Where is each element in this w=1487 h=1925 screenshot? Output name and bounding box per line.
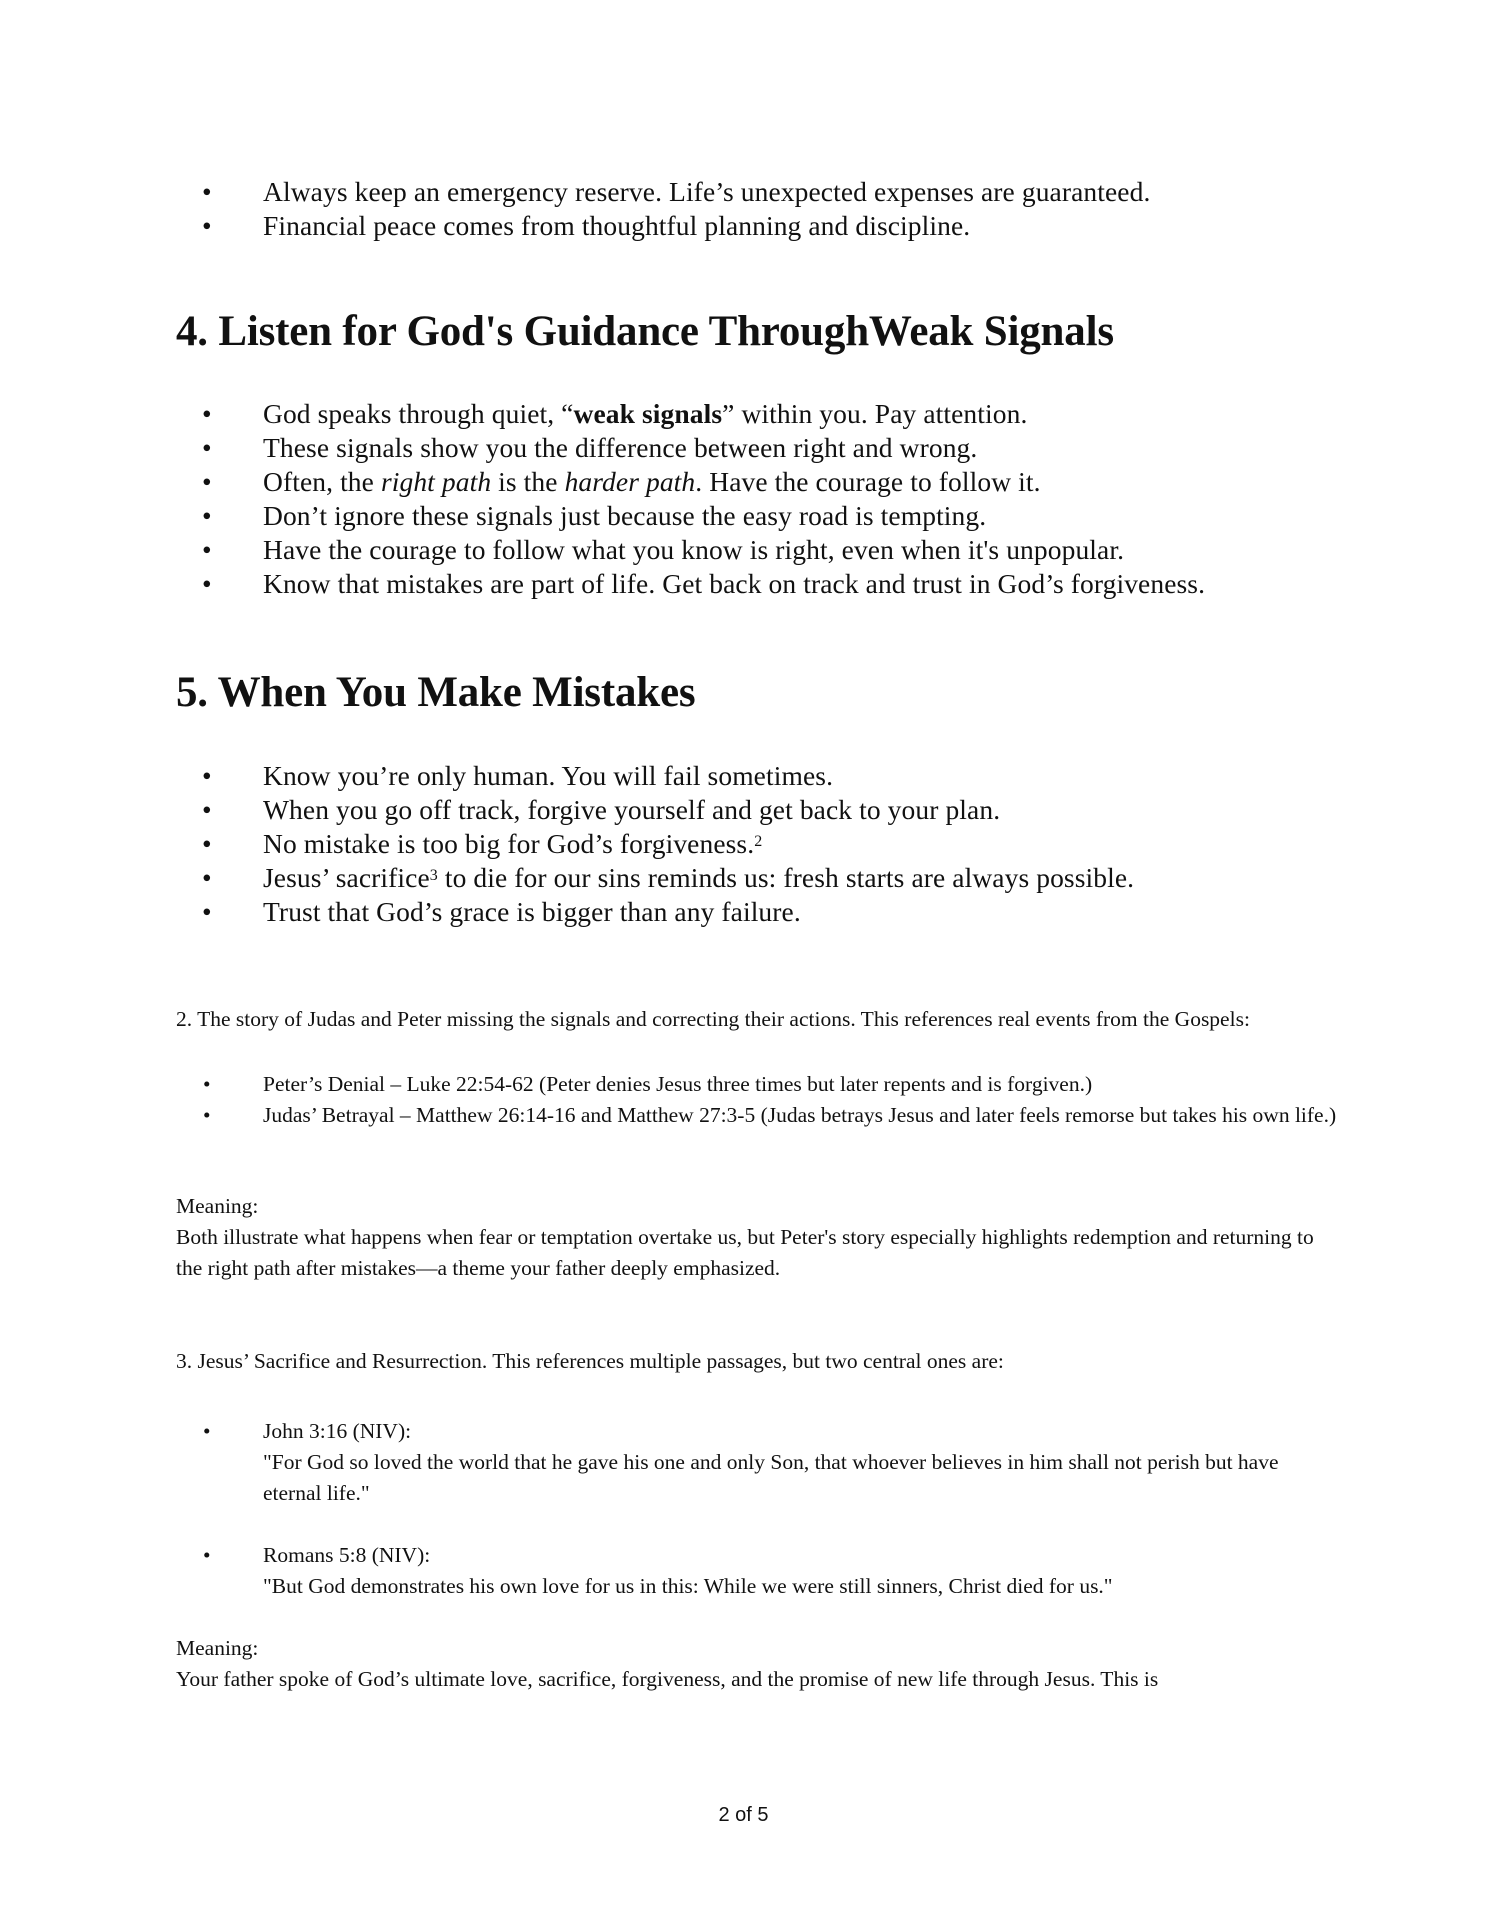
footnote-3-intro: 3. Jesus’ Sacrifice and Resurrection. This references multiple passages, but two central ones are:: [176, 1349, 1004, 1373]
bullet: •: [203, 1103, 211, 1127]
section-heading: 4. Listen for God's Guidance ThroughWeak Signals: [176, 308, 1114, 355]
bullet: •: [203, 1072, 211, 1096]
bullet: •: [202, 176, 212, 207]
emphasis-italic: right path: [380, 466, 492, 497]
section5-list: [176, 759, 1337, 929]
footnote-3-meaning-label: Meaning:: [176, 1636, 259, 1660]
footnote-2-list: [176, 1069, 1337, 1131]
bullet: •: [202, 210, 212, 241]
emphasis-italic: harder path: [564, 466, 696, 497]
footnote-2-intro: 2. The story of Judas and Peter missing the signals and correcting their actions. This references real events from the Gospels:: [176, 1007, 1250, 1031]
footnote-2-meaning-label: Meaning:: [176, 1194, 259, 1218]
scripture-quote: "For God so loved the world that he gave his one and only Son, that whoever believes in him shall not perish but have eternal life.": [263, 1450, 1279, 1505]
bullet: •: [202, 828, 212, 859]
list-item: • No mistake is too big for God’s forgiveness.$^2$: [202, 828, 763, 859]
bullet: •: [202, 568, 212, 599]
list-item: • Trust that God’s grace is bigger than any failure.: [202, 896, 801, 927]
bullet: •: [202, 500, 212, 531]
list-item: • Peter’s Denial – Luke 22:54-62 (Peter denies Jesus three times but later repents and is forgiven.): [176, 1069, 1337, 1100]
list-item: • Don’t ignore these signals just because the easy road is tempting.: [202, 500, 987, 531]
footnote-2-meaning-text: Both illustrate what happens when fear or temptation overtake us, but Peter's story especially highlights redemption and returning to the right path after mistakes—a theme your father deeply emphasized.: [176, 1225, 1314, 1280]
emphasis-bold: weak signals: [573, 398, 723, 429]
bullet: •: [202, 760, 212, 791]
list-item: [176, 1540, 1337, 1602]
bullet: •: [203, 1419, 211, 1443]
list-item: • Know you’re only human. You will fail sometimes.: [202, 760, 834, 791]
list-item: [176, 1416, 1337, 1509]
list-item: • When you go off track, forgive yourself and get back to your plan.: [202, 794, 1001, 825]
bullet: •: [202, 862, 212, 893]
list-item: • Always keep an emergency reserve. Life’s unexpected expenses are guaranteed.: [202, 176, 1151, 207]
section4-list: [176, 397, 1337, 601]
bullet: •: [203, 1543, 211, 1567]
bullet: •: [202, 794, 212, 825]
list-item: • Financial peace comes from thoughtful planning and discipline.: [202, 210, 971, 241]
scripture-reference: Romans 5:8 (NIV):: [263, 1543, 431, 1567]
scripture-quote: "But God demonstrates his own love for us in this: While we were still sinners, Christ died for us.": [263, 1574, 1113, 1598]
list-item: • Jesus’ sacrifice$^3$ to die for our sins reminds us: fresh starts are always possible.: [202, 862, 1135, 893]
bullet: •: [202, 398, 212, 429]
section3-tail-list: [176, 175, 1337, 243]
bullet: •: [202, 534, 212, 565]
page-number: 2 of 5: [718, 1804, 769, 1826]
section-heading: 5. When You Make Mistakes: [176, 669, 696, 716]
bullet: •: [202, 432, 212, 463]
list-item: • Have the courage to follow what you know is right, even when it's unpopular.: [202, 534, 1125, 565]
list-item: • God speaks through quiet, “weak signals” within you. Pay attention.: [202, 398, 1028, 429]
footnote-3-meaning-text: Your father spoke of God’s ultimate love, sacrifice, forgiveness, and the promise of new life through Jesus. This is: [176, 1667, 1159, 1691]
bullet: •: [202, 896, 212, 927]
list-item: • Judas’ Betrayal – Matthew 26:14-16 and Matthew 27:3-5 (Judas betrays Jesus and later feels remorse but takes his own life.): [176, 1100, 1337, 1131]
footnote-marker: 2: [754, 833, 763, 850]
list-item: • Know that mistakes are part of life. Get back on track and trust in God’s forgiveness.: [202, 568, 1206, 599]
bullet: •: [202, 466, 212, 497]
scripture-reference: John 3:16 (NIV):: [263, 1419, 412, 1443]
list-item: • These signals show you the difference between right and wrong.: [202, 432, 978, 463]
list-item: • Often, the right path is the harder path. Have the courage to follow it.: [202, 466, 1041, 497]
footnote-marker: 3: [429, 867, 438, 884]
footnote-3-ref-2: [176, 1540, 1337, 1602]
footnote-3-ref-1: [176, 1416, 1337, 1509]
